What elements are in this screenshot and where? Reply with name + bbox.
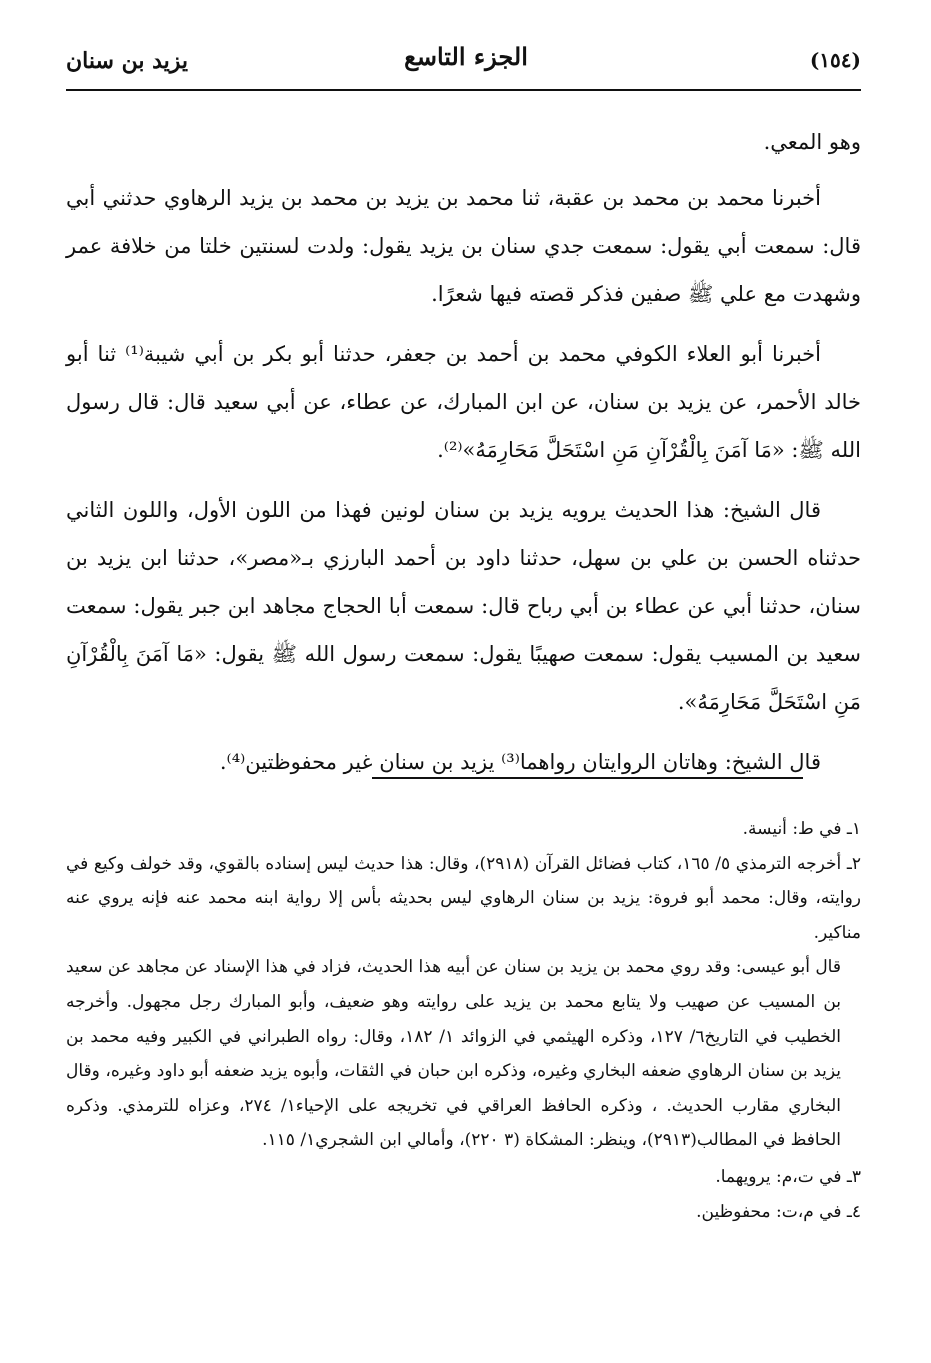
paragraph-1: وهو المعي. [763, 130, 861, 154]
page-number: (١٥٤) [809, 48, 861, 72]
header-divider [66, 89, 861, 91]
footnote-4: ٤ـ في م،ت: محفوظين. [696, 1201, 861, 1222]
paragraph-2: أخبرنا محمد بن محمد بن عقبة، ثنا محمد بن يزيد بن محمد بن يزيد الرهاوي حدثني أبي قال: سمعت أبي يقول: سمعت جدي سنان بن يزيد يقول: ولدت لسنتين خلتا من خلافة عمر وشهدت مع علي ﷺ صفين فذكر قصته فيها شعرًا. [66, 186, 861, 306]
paragraph-4: قال الشيخ: هذا الحديث يرويه يزيد بن سنان لونين فهذا من اللون الأول، واللون الثاني حدثناه الحسن بن علي بن سهل، حدثنا داود بن أحمد البارزي بـ«مصر»، حدثنا ابن يزيد بن سنان، حدثنا أبي عن عطاء بن أبي رباح قال: سمعت أبا الحجاج مجاهد ابن جبر يقول: سمعت سعيد بن المسيب يقول: سمعت صهيبًا يقول: سمعت رسول الله ﷺ يقول: «مَا آمَنَ بِالْقُرْآنِ مَنِ اسْتَحَلَّ مَحَارِمَهُ». [66, 498, 861, 714]
footnote-divider [372, 777, 803, 779]
footnote-1: ١ـ في ط: أنيسة. [742, 819, 861, 839]
volume-title: الجزء التاسع [404, 42, 528, 71]
entry-name: يزيد بن سنان [66, 48, 189, 74]
paragraph-5: قال الشيخ: وهاتان الروايتان رواهما⁽³⁾ يزيد بن سنان غير محفوظتين⁽⁴⁾. [219, 750, 821, 774]
footnote-2: ٢ـ أخرجه الترمذي ٥/ ١٦٥، كتاب فضائل القرآن (٢٩١٨)، وقال: هذا حديث ليس إسناده بالقوي، وقد خولف وكيع في روايته، وقال: محمد أبو فروة: يزيد بن سنان الرهاوي ليس بحديثه بأس إلا رواية ابنه محمد عنه فإنه يروي عنه مناكير. [66, 853, 861, 943]
main-text [66, 118, 861, 798]
paragraph-3: أخبرنا أبو العلاء الكوفي محمد بن أحمد بن جعفر، حدثنا أبو بكر بن أبي شيبة⁽¹⁾ ثنا أبو خالد الأحمر، عن يزيد بن سنان، عن ابن المبارك، عن عطاء، عن أبي سعيد قال: قال رسول الله ﷺ: «مَا آمَنَ بِالْقُرْآنِ مَنِ اسْتَحَلَّ مَحَارِمَهُ»⁽²⁾. [66, 342, 861, 462]
footnote-3: ٣ـ في ت،م: يرويهما. [715, 1166, 861, 1187]
footnotes [66, 812, 861, 1229]
footnote-2-continued: قال أبو عيسى: وقد روي محمد بن يزيد بن سنان عن أبيه هذا الحديث، فزاد في هذا الإسناد عن مجاهد عن سعيد بن المسيب عن صهيب ولا يتابع محمد بن يزيد على روايته وهو ضعيف، وأبو المبارك رجل مجهول. وأخرجه الخطيب في التاريخ٦/ ١٢٧، وذكره الهيثمي في الزوائد ١/ ١٨٢، وقال: رواه الطبراني في الكبير وفيه محمد بن يزيد بن سنان الرهاوي ضعفه البخاري وغيره، وذكره ابن حبان في الثقات، وأبوه يزيد ضعفه أبو داود وغيره، وقال البخاري مقارب الحديث. ، وذكره الحافظ العراقي في تخريجه على الإحياء١/ ٢٧٤، وعزاه للترمذي. وذكره الحافظ في المطالب(٢٩١٣)، وينظر: المشكاة (٣ ٢٢٠)، وأمالي ابن الشجري١/ ١١٥. [66, 957, 842, 1151]
page-header [66, 42, 861, 90]
